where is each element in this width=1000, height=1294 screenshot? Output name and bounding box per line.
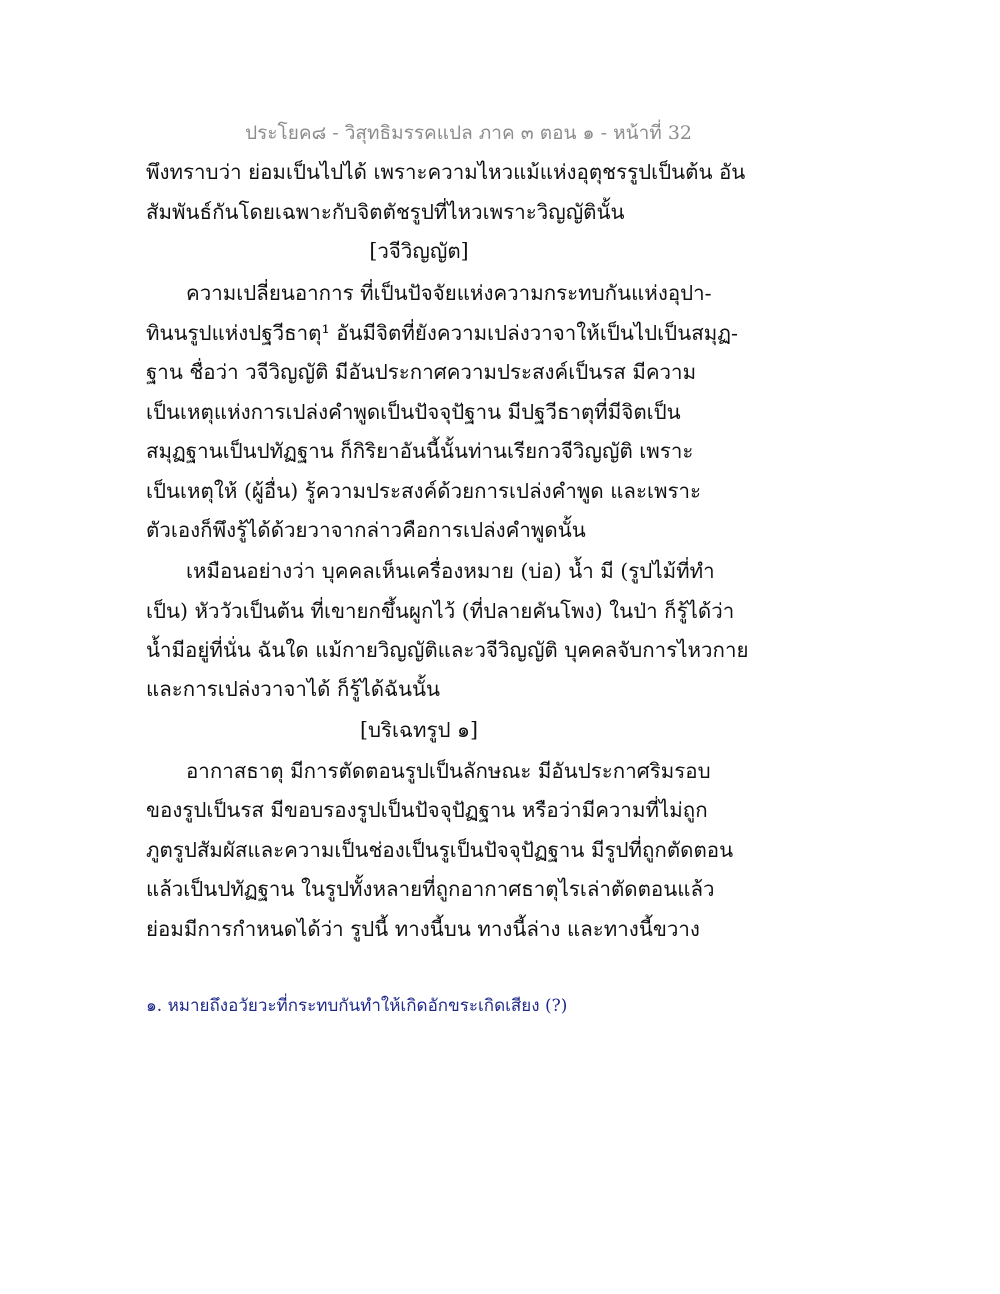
body-line: น้ำมีอยู่ที่นั่น ฉันใด แม้กายวิญญัติและวจีวิญญัติ บุคคลจับการไหวกาย (146, 638, 749, 662)
body-line: เป็นเหตุให้ (ผู้อื่น) รู้ความประสงค์ด้วยการเปล่งคำพูด และเพราะ (146, 479, 702, 503)
body-line: สมุฏฐานเป็นปทัฏฐาน ก็กิริยาอันนี้นั้นท่านเรียกวจีวิญญัติ เพราะ (146, 439, 694, 463)
body-line: อากาสธาตุ มีการตัดตอนรูปเป็นลักษณะ มีอันประกาศริมรอบ (186, 759, 711, 783)
body-line: แล้วเป็นปทัฏฐาน ในรูปทั้งหลายที่ถูกอากาศธาตุไรเล่าตัดตอนแล้ว (146, 877, 715, 901)
body-line: ตัวเองก็พึงรู้ได้ด้วยวาจากล่าวคือการเปล่งคำพูดนั้น (146, 518, 586, 542)
section-heading-pariccheda-rupa: [บริเฉทรูป ๑] (359, 718, 479, 742)
page-header: ประโยค๘ - วิสุทธิมรรคแปล ภาค ๓ ตอน ๑ - หน้าที่ 32 (245, 122, 692, 144)
body-line: ของรูปเป็นรส มีขอบรองรูปเป็นปัจจุปัฏฐาน หรือว่ามีความที่ไม่ถูก (146, 798, 708, 822)
body-line: เป็น) หัววัวเป็นต้น ที่เขายกขึ้นผูกไว้ (ที่ปลายคันโพง) ในป่า ก็รู้ได้ว่า (146, 599, 735, 623)
body-line: เป็นเหตุแห่งการเปล่งคำพูดเป็นปัจจุปัฐาน มีปฐวีธาตุที่มีจิตเป็น (146, 400, 681, 424)
body-line: เหมือนอย่างว่า บุคคลเห็นเครื่องหมาย (บ่อ) น้ำ มี (รูปไม้ที่ทำ (186, 559, 715, 583)
body-line: ภูตรูปสัมผัสและความเป็นช่องเป็นรูเป็นปัจจุปัฏฐาน มีรูปที่ถูกตัดตอน (146, 838, 734, 862)
body-line: พึงทราบว่า ย่อมเป็นไปได้ เพราะความไหวแม้แห่งอุตุชรรูปเป็นต้น อัน (146, 160, 746, 184)
section-heading-vaci-vinnatti: [วจีวิญญัต] (369, 239, 469, 263)
body-line: ความเปลี่ยนอาการ ที่เป็นปัจจัยแห่งความกระทบกันแห่งอุปา- (186, 281, 712, 305)
body-line: และการเปล่งวาจาได้ ก็รู้ได้ฉันนั้น (146, 677, 441, 701)
body-line: ย่อมมีการกำหนดได้ว่า รูปนี้ ทางนี้บน ทางนี้ล่าง และทางนี้ขวาง (146, 917, 700, 941)
body-line: สัมพันธ์กันโดยเฉพาะกับจิตตัชรูปที่ไหวเพราะวิญญัตินั้น (146, 200, 625, 224)
body-line: ทินนรูปแห่งปฐวีธาตุ¹ อันมีจิตที่ยังความเปล่งวาจาให้เป็นไปเป็นสมุฏ- (146, 321, 738, 345)
footnote: ๑. หมายถึงอวัยวะที่กระทบกันทำให้เกิดอักขระเกิดเสียง (?) (146, 996, 568, 1016)
body-line: ฐาน ชื่อว่า วจีวิญญัติ มีอันประกาศความประสงค์เป็นรส มีความ (146, 360, 697, 384)
